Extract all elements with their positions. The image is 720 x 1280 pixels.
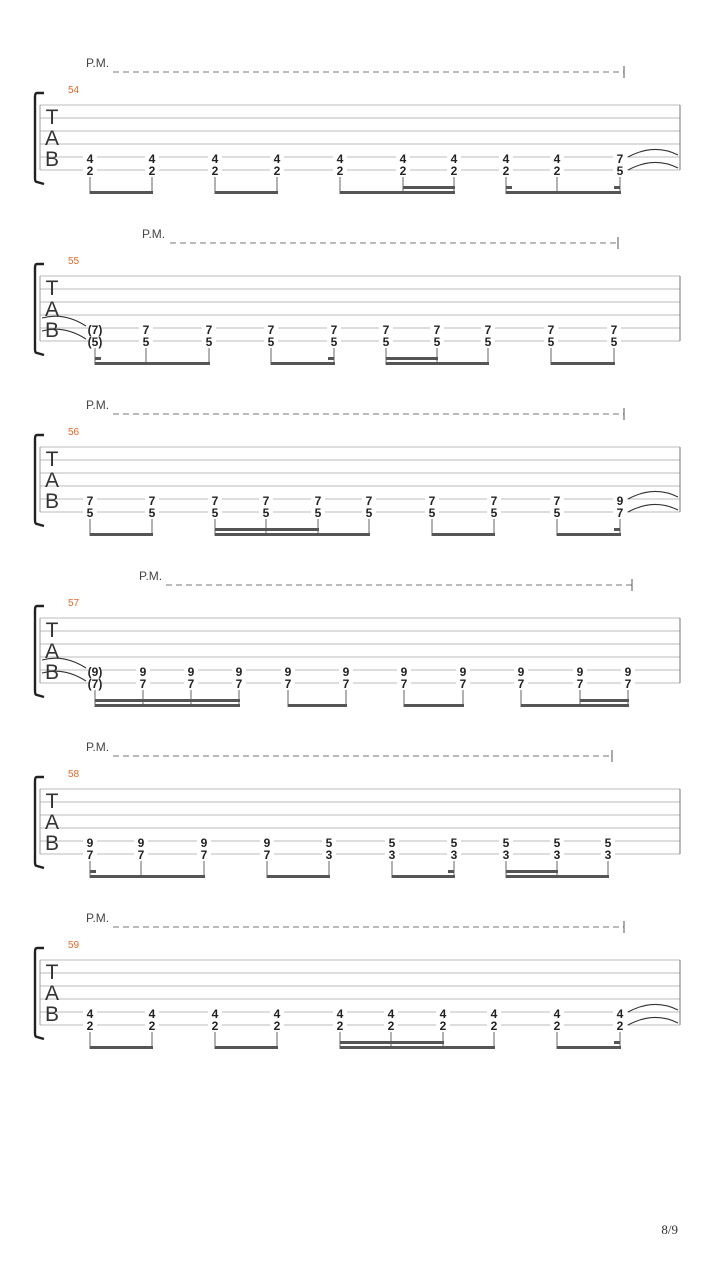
fret-number: 4 [336, 152, 344, 166]
fret-number: 4 [211, 152, 219, 166]
tab-clef-letter: B [44, 319, 60, 342]
note-beam [90, 533, 153, 536]
fret-number: 7 [142, 323, 150, 337]
fret-number: 5 [142, 335, 150, 349]
tab-clef-letter: A [44, 298, 60, 321]
fret-number: 4 [273, 152, 281, 166]
tab-clef-letter: T [45, 619, 59, 642]
fret-number: (7) [87, 677, 103, 691]
fret-number: 3 [502, 848, 510, 862]
tab-clef-letter: A [44, 127, 60, 150]
fret-number: 5 [502, 836, 510, 850]
fret-number: 5 [450, 836, 458, 850]
note-beam [506, 191, 621, 194]
fret-number: 9 [235, 665, 243, 679]
note-beam [506, 870, 558, 873]
fret-number: 4 [553, 152, 561, 166]
tab-system [35, 911, 680, 1049]
fret-number: 4 [616, 1007, 624, 1021]
fret-number: 2 [211, 164, 219, 178]
note-beam [386, 357, 438, 360]
tie-arc [628, 162, 678, 170]
fret-number: 2 [211, 1019, 219, 1033]
fret-number: 5 [86, 506, 94, 520]
fret-number: 7 [610, 323, 618, 337]
fret-number: 7 [137, 848, 145, 862]
note-beam [215, 1046, 278, 1049]
fret-number: 5 [267, 335, 275, 349]
note-beam [386, 362, 489, 365]
fret-number: 7 [382, 323, 390, 337]
fret-number: 2 [273, 1019, 281, 1033]
fret-number: 7 [284, 677, 292, 691]
tab-clef-letter: T [45, 277, 59, 300]
measure-number: 56 [68, 427, 80, 438]
fret-number: 2 [86, 1019, 94, 1033]
fret-number: 7 [262, 494, 270, 508]
fret-number: 9 [342, 665, 350, 679]
fret-number: 2 [490, 1019, 498, 1033]
note-beam [580, 699, 629, 702]
fret-number: 7 [433, 323, 441, 337]
note-beam [432, 533, 495, 536]
fret-number: 3 [325, 848, 333, 862]
fret-number: 5 [211, 506, 219, 520]
note-beam [340, 1046, 495, 1049]
tab-clef-letter: T [45, 790, 59, 813]
fret-number: 7 [211, 494, 219, 508]
tab-clef-letter: A [44, 640, 60, 663]
fret-number: 5 [547, 335, 555, 349]
fret-number: 2 [616, 1019, 624, 1033]
fret-number: 4 [273, 1007, 281, 1021]
fret-number: 9 [576, 665, 584, 679]
palm-mute-label: P.M. [139, 569, 163, 583]
fret-number: 4 [450, 152, 458, 166]
tie-arc [628, 504, 678, 512]
palm-mute-label: P.M. [86, 740, 110, 754]
fret-number: 9 [86, 836, 94, 850]
tie-arc [628, 149, 678, 157]
fret-number: 7 [517, 677, 525, 691]
fret-number: 7 [616, 152, 624, 166]
note-beam [215, 528, 319, 531]
note-beam [215, 533, 370, 536]
tab-system [35, 569, 680, 707]
fret-number: 5 [382, 335, 390, 349]
fret-number: 7 [547, 323, 555, 337]
beam-stub [95, 357, 101, 360]
fret-number: 7 [459, 677, 467, 691]
fret-number: 5 [365, 506, 373, 520]
fret-number: 7 [263, 848, 271, 862]
fret-number: 9 [459, 665, 467, 679]
note-beam [95, 362, 210, 365]
tie-arc [628, 1004, 678, 1012]
fret-number: 2 [148, 164, 156, 178]
beam-stub [328, 357, 334, 360]
note-beam [557, 1046, 621, 1049]
note-beam [267, 875, 330, 878]
fret-number: 9 [284, 665, 292, 679]
fret-number: 5 [484, 335, 492, 349]
tab-system [35, 56, 680, 194]
fret-number: 2 [387, 1019, 395, 1033]
fret-number: 5 [262, 506, 270, 520]
tab-clef-letter: A [44, 811, 60, 834]
note-beam [340, 191, 455, 194]
note-beam [95, 704, 240, 707]
note-beam [521, 704, 629, 707]
fret-number: (9) [87, 665, 103, 679]
beam-stub [614, 186, 620, 189]
fret-number: 3 [553, 848, 561, 862]
beam-stub [614, 528, 620, 531]
fret-number: 7 [484, 323, 492, 337]
fret-number: 3 [604, 848, 612, 862]
fret-number: 4 [553, 1007, 561, 1021]
fret-number: 5 [325, 836, 333, 850]
fret-number: 5 [388, 836, 396, 850]
fret-number: 7 [342, 677, 350, 691]
note-beam [90, 1046, 153, 1049]
tab-clef-letter: B [44, 661, 60, 684]
fret-number: 7 [205, 323, 213, 337]
fret-number: 4 [86, 152, 94, 166]
note-beam [404, 704, 464, 707]
fret-number: 7 [86, 848, 94, 862]
palm-mute-label: P.M. [86, 56, 110, 70]
palm-mute-label: P.M. [86, 911, 110, 925]
fret-number: 7 [200, 848, 208, 862]
fret-number: 7 [86, 494, 94, 508]
tab-system [35, 227, 680, 365]
fret-number: 9 [200, 836, 208, 850]
fret-number: 7 [187, 677, 195, 691]
fret-number: 5 [330, 335, 338, 349]
measure-number: 54 [68, 85, 80, 96]
tie-arc [628, 1017, 678, 1025]
beam-stub [614, 1041, 620, 1044]
fret-number: 4 [399, 152, 407, 166]
note-beam [403, 186, 455, 189]
tab-clef-letter: A [44, 982, 60, 1005]
fret-number: 7 [576, 677, 584, 691]
fret-number: 5 [314, 506, 322, 520]
tab-system [35, 398, 680, 536]
fret-number: 7 [624, 677, 632, 691]
fret-number: 4 [336, 1007, 344, 1021]
note-beam [557, 533, 621, 536]
fret-number: 3 [450, 848, 458, 862]
fret-number: 7 [616, 506, 624, 520]
fret-number: 5 [205, 335, 213, 349]
fret-number: 2 [273, 164, 281, 178]
beam-stub [506, 186, 512, 189]
fret-number: 9 [187, 665, 195, 679]
tab-clef-letter: B [44, 832, 60, 855]
fret-number: 2 [336, 1019, 344, 1033]
fret-number: 9 [517, 665, 525, 679]
beam-stub [90, 870, 96, 873]
tab-clef-letter: B [44, 148, 60, 171]
fret-number: 5 [433, 335, 441, 349]
note-beam [95, 699, 240, 702]
fret-number: 7 [553, 494, 561, 508]
fret-number: (7) [87, 323, 103, 337]
note-beam [271, 362, 335, 365]
fret-number: 3 [388, 848, 396, 862]
tab-systems [35, 56, 680, 1049]
fret-number: 2 [502, 164, 510, 178]
fret-number: 5 [610, 335, 618, 349]
fret-number: 2 [399, 164, 407, 178]
fret-number: 4 [502, 152, 510, 166]
tab-clef-letter: A [44, 469, 60, 492]
fret-number: 7 [428, 494, 436, 508]
measure-number: 58 [68, 769, 80, 780]
measure-number: 59 [68, 940, 80, 951]
fret-number: 2 [553, 1019, 561, 1033]
fret-number: 7 [314, 494, 322, 508]
tab-clef-letter: T [45, 106, 59, 129]
measure-number: 57 [68, 598, 80, 609]
note-beam [90, 191, 153, 194]
fret-number: 4 [211, 1007, 219, 1021]
note-beam [551, 362, 615, 365]
tie-arc [628, 491, 678, 499]
beam-stub [448, 870, 454, 873]
fret-number: 2 [439, 1019, 447, 1033]
fret-number: 4 [490, 1007, 498, 1021]
fret-number: 4 [86, 1007, 94, 1021]
fret-number: 5 [553, 836, 561, 850]
fret-number: 9 [139, 665, 147, 679]
fret-number: 2 [336, 164, 344, 178]
tab-clef-letter: T [45, 448, 59, 471]
palm-mute-label: P.M. [142, 227, 166, 241]
fret-number: 5 [428, 506, 436, 520]
fret-number: 2 [86, 164, 94, 178]
fret-number: 7 [267, 323, 275, 337]
measure-number: 55 [68, 256, 80, 267]
fret-number: 4 [439, 1007, 447, 1021]
fret-number: 5 [148, 506, 156, 520]
fret-number: 9 [616, 494, 624, 508]
fret-number: 2 [450, 164, 458, 178]
fret-number: 5 [490, 506, 498, 520]
tab-clef-letter: B [44, 490, 60, 513]
note-beam [340, 1041, 444, 1044]
fret-number: 5 [604, 836, 612, 850]
fret-number: 9 [263, 836, 271, 850]
fret-number: 7 [235, 677, 243, 691]
tab-clef-letter: T [45, 961, 59, 984]
fret-number: 7 [365, 494, 373, 508]
fret-number: 9 [137, 836, 145, 850]
note-beam [215, 191, 278, 194]
tab-clef-letter: B [44, 1003, 60, 1026]
note-beam [506, 875, 609, 878]
fret-number: 2 [553, 164, 561, 178]
tab-system [35, 740, 680, 878]
fret-number: 9 [400, 665, 408, 679]
fret-number: 7 [330, 323, 338, 337]
fret-number: 4 [387, 1007, 395, 1021]
note-beam [288, 704, 347, 707]
fret-number: 5 [553, 506, 561, 520]
fret-number: (5) [87, 335, 103, 349]
fret-number: 5 [616, 164, 624, 178]
fret-number: 4 [148, 1007, 156, 1021]
fret-number: 7 [139, 677, 147, 691]
fret-number: 7 [148, 494, 156, 508]
palm-mute-label: P.M. [86, 398, 110, 412]
fret-number: 7 [400, 677, 408, 691]
note-beam [90, 875, 205, 878]
fret-number: 4 [148, 152, 156, 166]
fret-number: 9 [624, 665, 632, 679]
fret-number: 7 [490, 494, 498, 508]
page-number: 8/9 [661, 1222, 678, 1237]
fret-number: 2 [148, 1019, 156, 1033]
note-beam [392, 875, 455, 878]
